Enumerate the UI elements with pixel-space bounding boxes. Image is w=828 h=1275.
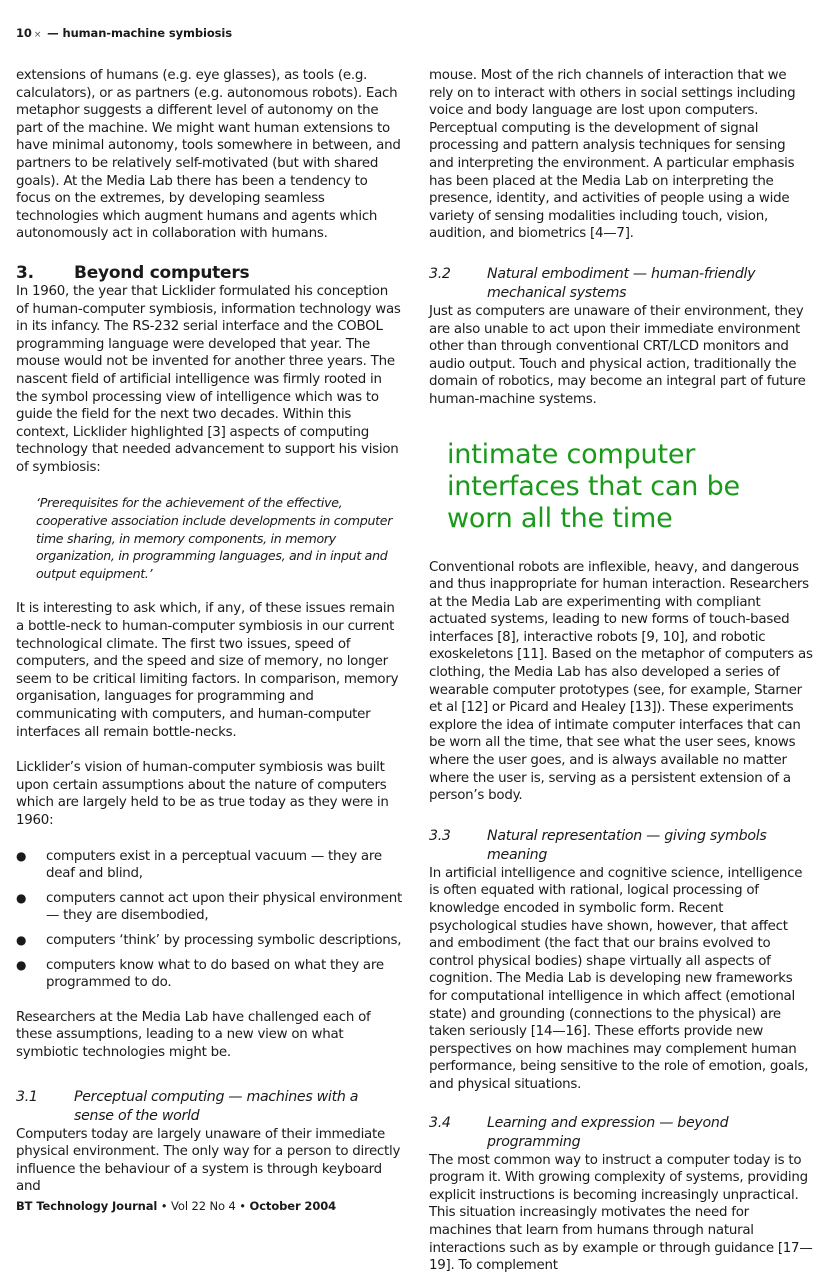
section-title: Natural embodiment — human-friendly mechanical systems [487, 265, 756, 301]
times-mark: × [33, 30, 42, 40]
section-3-1-heading [16, 1088, 402, 1126]
section-3-2-paragraph-1: Just as computers are unaware of their environment, they are also unable to act upon their immediate environment other than through conventional CRT/LCD monitors and audio output. Touch and physical action, traditionally the domain of robotics, may become an integral part of future human-machine systems. [429, 303, 806, 407]
section-3-heading [16, 263, 402, 283]
journal-name: BT Technology Journal [16, 1199, 158, 1213]
section-number: 3.2 [429, 265, 451, 282]
section-3-3-paragraph: In artificial intelligence and cognitive science, intelligence is often equated with rational, logical processing of knowledge encoded in symbolic form. Recent psychological studies have shown, however, that affect and embodiment (the fact that our brains evolved to control physical bodies) shape virtually all aspects of cognition. The Media Lab is developing new frameworks for computational intelligence in which affect (emotional state) and grounding (connections to the physical) are taken seriously [14—16]. These efforts provide new perspectives on how machines may complement human performance, being sensitive to the role of emotion, goals, and physical situations. [429, 865, 809, 1092]
bullet-icon: ● [16, 932, 27, 947]
section-3-4-heading [429, 1114, 813, 1152]
right-column [429, 67, 813, 1275]
list-item: ● computers exist in a perceptual vacuum — they are deaf and blind, [16, 848, 382, 882]
section-3-paragraph-4: Researchers at the Media Lab have challenged each of these assumptions, leading to a new view on what symbiotic technologies might be. [16, 1009, 371, 1060]
section-number: 3.4 [429, 1114, 451, 1131]
section-3-paragraph-2: It is interesting to ask which, if any, of these issues remain a bottle-neck to human-computer symbiosis in our current technological climate. The first two issues, speed of computers, and the speed and size of memory, no longer seem to be critical limiting factors. In comparison, memory organisation, languages for programming and communicating with computers, and human-computer interfaces all remain bottle-necks. [16, 601, 399, 740]
list-item: ● computers know what to do based on what they are programmed to do. [16, 957, 384, 991]
section-3-1-paragraph: Computers today are largely unaware of their immediate physical environment. The only way for a person to directly influence the behaviour of a system is through keyboard and [16, 1126, 401, 1195]
bullet-icon: ● [16, 848, 27, 863]
bullet-icon: ● [16, 890, 27, 905]
left-column [16, 67, 402, 1196]
bullet-icon: ● [16, 957, 27, 972]
page-footer [16, 1199, 336, 1213]
assumptions-list [16, 848, 402, 992]
journal-date: October 2004 [249, 1199, 337, 1213]
section-title: Learning and expression — beyond programming [487, 1114, 729, 1150]
page-number: 10 [16, 26, 32, 40]
header-separator: — [47, 26, 59, 40]
footer-bullet: • [239, 1199, 246, 1213]
section-number: 3. [16, 262, 34, 283]
list-item: ● computers ‘think’ by processing symbolic descriptions, [16, 932, 402, 948]
licklider-quote: ‘Prerequisites for the achievement of the effective, cooperative association include developments in computer time sharing, in memory components, in memory organization, in programming languages, and in input and output equipment.’ [36, 495, 393, 581]
section-number: 3.3 [429, 827, 451, 844]
section-3-4-paragraph: The most common way to instruct a computer today is to program it. With growing complexity of systems, providing explicit instructions is becoming increasingly unpractical. This situation increasingly motivates the need for machines that learn from humans through natural interactions such as by example or through guidance [17—19]. To complement [429, 1152, 813, 1274]
section-3-3-heading [429, 827, 813, 865]
section-number: 3.1 [16, 1088, 38, 1105]
section-title: Natural representation — giving symbols meaning [487, 827, 767, 863]
section-3-2-heading [429, 265, 813, 303]
section-title: Perceptual computing — machines with a sense of the world [74, 1088, 359, 1124]
intro-paragraph: extensions of humans (e.g. eye glasses), as tools (e.g. calculators), or as partners (e.g. autonomous robots). Each metaphor suggests a different level of autonomy on the part of the machine. We might want human extensions to have minimal autonomy, tools somewhere in between, and partners to be relatively self-motivated (but with shared goals). At the Media Lab there has been a tendency to focus on the extremes, by developing seamless technologies which augment humans and agents which autonomously act in collaboration with humans. [16, 68, 401, 242]
pull-quote: intimate computer interfaces that can be worn all the time [447, 438, 740, 534]
list-item: ● computers cannot act upon their physical environment — they are disembodied, [16, 890, 402, 924]
journal-volume: Vol 22 No 4 [171, 1199, 236, 1213]
section-title: Beyond computers [74, 262, 250, 283]
footer-bullet: • [160, 1199, 168, 1213]
running-head [16, 26, 232, 40]
running-title: human-machine symbiosis [62, 26, 232, 40]
section-3-2-paragraph-2: Conventional robots are inflexible, heavy, and dangerous and thus inappropriate for human interaction. Researchers at the Media Lab are experimenting with compliant actuated systems, leading to new forms of touch-based interfaces [8], interactive robots [9, 10], and robotic exoskeletons [11]. Based on the metaphor of computers as clothing, the Media Lab has also developed a series of wearable computer prototypes (see, for example, Starner et al [12] or Picard and Healey [13]). These experiments explore the idea of intimate computer interfaces that can be worn all the time, that see what the user sees, knows where the user goes, and is always available no matter where the user is, serving as a persistent extension of a person’s body. [429, 559, 813, 804]
section-3-paragraph-3: Licklider’s vision of human-computer symbiosis was built upon certain assumptions about the nature of computers which are largely held to be as true today as they were in 1960: [16, 760, 389, 828]
section-3-paragraph-1: In 1960, the year that Licklider formulated his conception of human-computer symbiosis, information technology was in its infancy. The RS-232 serial interface and the COBOL programming language were developed that year. The mouse would not be invented for another three years. The nascent field of artificial intelligence was firmly rooted in the symbol processing view of intelligence which was to guide the field for the next two decades. Within this context, Licklider highlighted [3] aspects of computing technology that needed advancement to support his vision of symbiosis: [16, 283, 401, 475]
section-3-1-continued: mouse. Most of the rich channels of interaction that we rely on to interact with others in social settings including voice and body language are lost upon computers. Perceptual computing is the development of signal processing and pattern analysis techniques for sensing and interpreting the environment. A particular emphasis has been placed at the Media Lab on interpreting the presence, identity, and activities of people using a wide variety of sensing modalities including touch, vision, audition, and biometrics [4—7]. [429, 68, 796, 242]
